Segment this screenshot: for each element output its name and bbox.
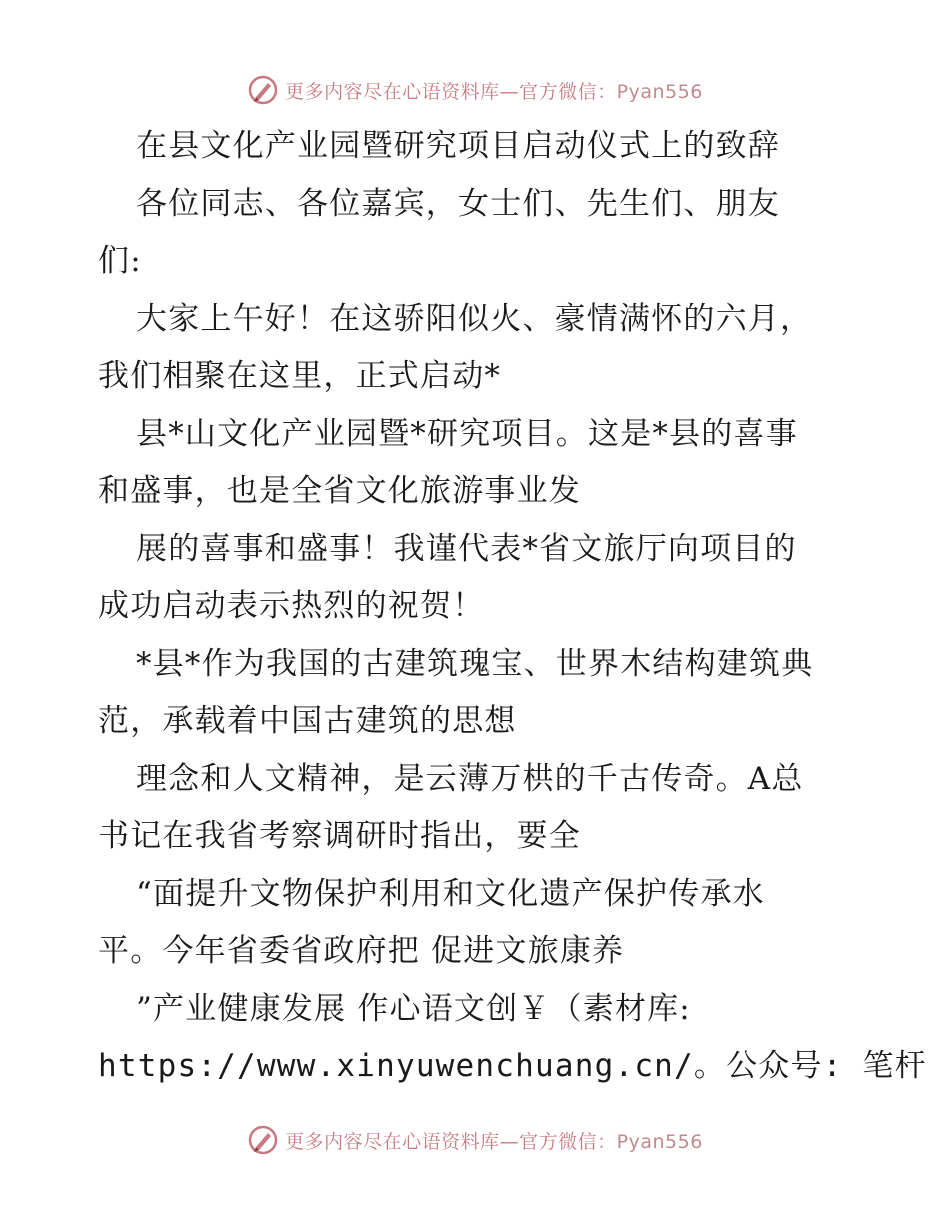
text-line: 和盛事，也是全省文化旅游事业发 [98,473,581,509]
pen-logo-icon [247,74,279,106]
text-line: 各位同志、各位嘉宾，女士们、先生们、朋友 [136,185,780,222]
watermark-wechat-id: Pyan556 [616,80,703,103]
document-body [98,118,927,1096]
text-line: 平。今年省委省政府把 促进文旅康养 [98,933,625,969]
text-line: 成功启动表示热烈的祝贺！ [98,588,485,624]
text-line: 县*山文化产业园暨*研究项目。这是*县的喜事 [136,415,798,452]
pen-logo-icon [247,1124,279,1156]
text-line: 在县文化产业园暨研究项目启动仪式上的致辞 [136,128,780,164]
header-watermark [0,70,950,110]
watermark-text [285,77,703,104]
text-line: 展的喜事和盛事！我谨代表*省文旅厅向项目的 [136,530,797,567]
text-line: 我们相聚在这里，正式启动* [98,358,502,394]
watermark-text [285,1127,703,1154]
watermark-label: 更多内容尽在心语资料库—官方微信： [285,1130,617,1153]
text-line: “面提升文物保护利用和文化遗产保护传承水 [136,875,765,912]
watermark-label: 更多内容尽在心语资料库—官方微信： [285,80,617,103]
text-line: ”产业健康发展 作心语文创￥（素材库: [136,990,691,1027]
footer-watermark [0,1120,950,1160]
watermark-wechat-id: Pyan556 [616,1130,703,1153]
text-line: 理念和人文精神，是云薄万栱的千古传奇。A总 [136,760,804,797]
text-line: *县*作为我国的古建筑瑰宝、世界木结构建筑典 [136,645,814,682]
text-line: 们: [98,243,142,279]
text-line: 范，承载着中国古建筑的思想 [98,703,517,739]
text-line: https://www.xinyuwenchuang.cn/。公众号: 笔杆 [98,1048,927,1084]
text-line: 大家上午好！在这骄阳似火、豪情满怀的六月， [136,300,813,337]
text-line: 书记在我省考察调研时指出，要全 [98,818,581,854]
